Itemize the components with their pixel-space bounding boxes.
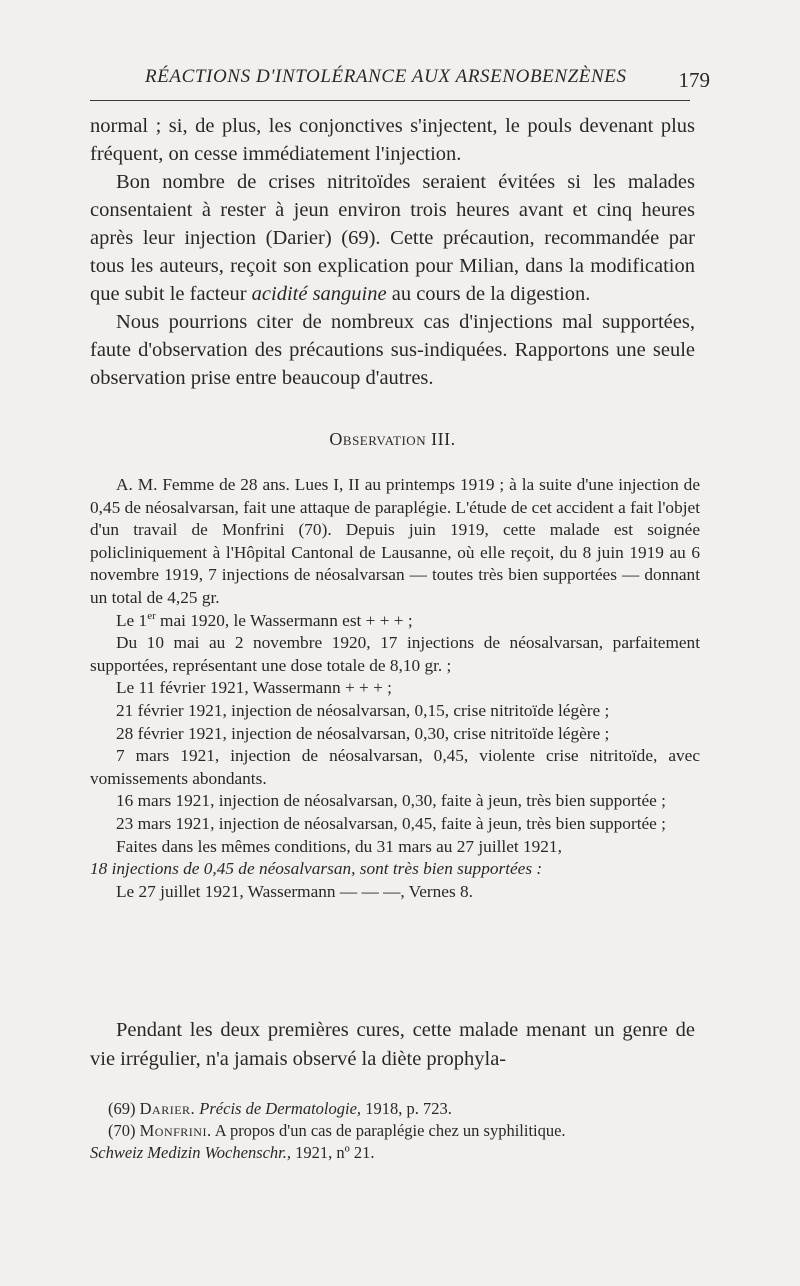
running-title: RÉACTIONS D'INTOLÉRANCE AUX ARSENOBENZÈNES — [145, 66, 627, 87]
observation-body — [90, 474, 700, 903]
observation-line: Faites dans les mêmes conditions, du 31 mars au 27 juillet 1921, — [116, 836, 562, 856]
observation-line: Le 11 février 1921, Wassermann + + + ; — [116, 678, 392, 698]
observation-line: 28 février 1921, injection de néosalvarsan, 0,30, crise nitritoïde légère ; — [116, 723, 610, 743]
observation-line: 7 mars 1921, injection de néosalvarsan, 0,45, violente crise nitritoïde, avec vomissements abondants. — [90, 746, 700, 788]
footnote-title: Précis de Dermatologie, — [199, 1099, 362, 1118]
footnote-70-continued — [90, 1142, 700, 1164]
paragraph-2-text: Bon nombre de crises nitritoïdes seraient évitées si les malades consentaient à rester à jeun environ trois heures avant et cinq heures après leur injection (Darier) (69). Cette précaution, recommandée par tous les auteurs, reçoit son explication pour Milian, dans la modification que subit le facteur — [90, 171, 695, 305]
footnote-details: 1921, nº 21. — [291, 1143, 375, 1162]
footnote-text: A propos d'un cas de paraplégie chez un syphilitique. — [211, 1121, 566, 1140]
paragraph-2 — [90, 168, 695, 308]
observation-line: A. M. Femme de 28 ans. Lues I, II au printemps 1919 ; à la suite d'une injection de 0,45 de néosalvarsan, fait une attaque de paraplégie. L'étude de cet accident a fait l'objet d'un travail de Monfrini (70). Depuis juin 1919, cette malade est soignée policliniquement à l'Hôpital Cantonal de Lausanne, où elle reçoit, du 8 juin 1919 au 6 novembre 1919, 7 injections de néosalvarsan — toutes très bien supportées — donnant un total de 4,25 gr. — [90, 475, 700, 607]
observation-line: Du 10 mai au 2 novembre 1920, 17 injections de néosalvarsan, parfaitement supportées, représentant une dose totale de 8,10 gr. ; — [90, 633, 700, 675]
page-number: 179 — [678, 68, 710, 92]
observation-line-text: mai 1920, le Wassermann est + + + ; — [155, 610, 413, 630]
footnote-70 — [90, 1120, 700, 1142]
footnote-number: (69) — [108, 1099, 136, 1118]
running-header — [90, 66, 710, 102]
paragraph-1: normal ; si, de plus, les conjonctives s'injectent, le pouls devenant plus fréquent, on cesse immédiatement l'injection. — [90, 115, 695, 165]
footnote-69 — [90, 1098, 700, 1120]
paragraph-2-end: au cours de la digestion. — [386, 283, 591, 305]
footnote-journal: Schweiz Medizin Wochenschr., — [90, 1143, 292, 1162]
paragraph-2-emphasis: acidité sanguine — [251, 283, 387, 305]
main-text — [90, 112, 695, 392]
header-rule — [90, 100, 690, 101]
footnotes — [90, 1098, 700, 1164]
observation-line: 16 mars 1921, injection de néosalvarsan, 0,30, faite à jeun, très bien supportée ; — [116, 791, 666, 811]
observation-line: Le 27 juillet 1921, Wassermann — — —, Vernes 8. — [116, 881, 473, 901]
paragraph-3: Nous pourrions citer de nombreux cas d'injections mal supportées, faute d'observation des précautions sus-indiquées. Rapportons une seule observation prise entre beaucoup d'autres. — [90, 311, 695, 389]
closing-paragraph: Pendant les deux premières cures, cette malade menant un genre de vie irrégulier, n'a jamais observé la diète prophyla- — [90, 1019, 695, 1070]
observation-line: 21 février 1921, injection de néosalvarsan, 0,15, crise nitritoïde légère ; — [116, 700, 610, 720]
footnote-author: Darier. — [139, 1099, 196, 1118]
footnote-number: (70) — [108, 1121, 136, 1140]
footnote-details: 1918, p. 723. — [361, 1099, 452, 1118]
observation-line-text: Le 1 — [116, 610, 148, 630]
observation-line — [90, 610, 700, 633]
closing-text — [90, 1016, 695, 1074]
observation-line-italic: 18 injections de 0,45 de néosalvarsan, sont très bien supportées : — [90, 859, 543, 879]
ordinal-superscript: er — [147, 609, 156, 622]
observation-heading: Observation III. — [329, 429, 456, 449]
footnote-author: Monfrini. — [139, 1121, 212, 1140]
observation-line: 23 mars 1921, injection de néosalvarsan, 0,45, faite à jeun, très bien supportée ; — [116, 813, 666, 833]
